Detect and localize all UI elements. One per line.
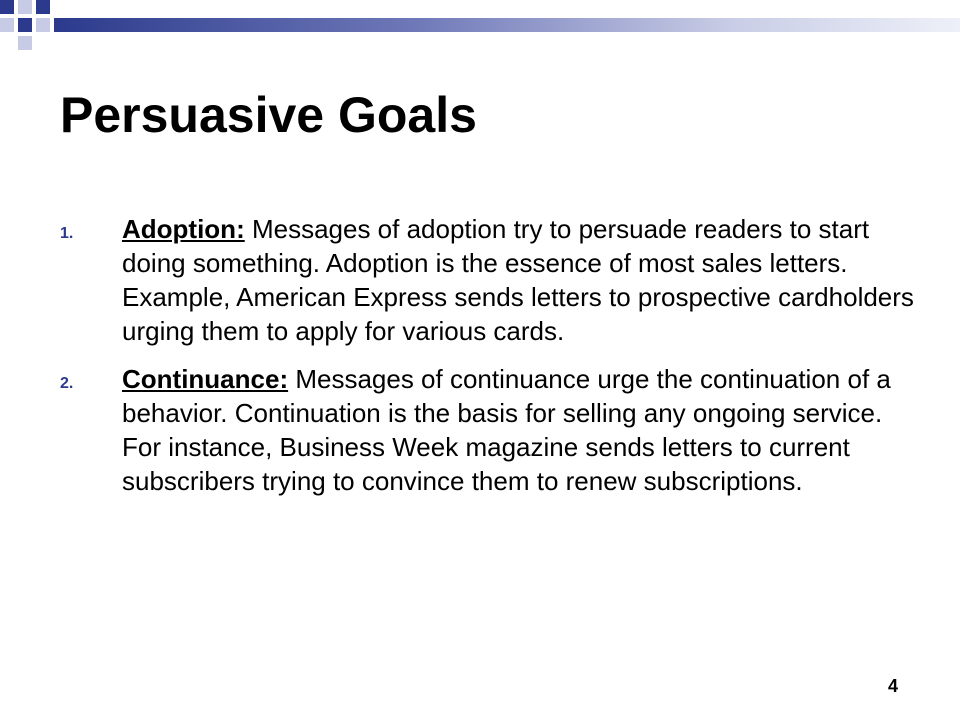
page-number: 4 (887, 676, 898, 696)
decor-square (18, 36, 32, 50)
list-number: 1. (60, 225, 74, 242)
list-item-continuance (60, 362, 920, 498)
decor-gradient-bar (54, 18, 960, 32)
decor-square (18, 18, 32, 32)
item-text: Messages of adoption try to persuade readers to start doing something. Adoption is the essence of most sales letters. Example, American Express sends letters to prospective cardholders urging them to apply for various cards. (122, 214, 914, 346)
decor-square (0, 0, 14, 14)
term-label: Continuance: (122, 364, 289, 394)
header-decoration (0, 0, 960, 60)
decor-square (36, 0, 50, 14)
decor-square (18, 0, 32, 14)
decor-square (0, 18, 14, 32)
decor-square (36, 18, 50, 32)
slide-title: Persuasive Goals (60, 87, 477, 143)
slide-content (60, 212, 920, 512)
list-number: 2. (60, 375, 74, 392)
item-text: Messages of continuance urge the continuation of a behavior. Continuation is the basis for selling any ongoing service. For instance, Business Week magazine sends letters to current subscribers trying to convince them to renew subscriptions. (122, 364, 891, 496)
list-item-adoption (60, 212, 920, 348)
term-label: Adoption: (122, 214, 245, 244)
